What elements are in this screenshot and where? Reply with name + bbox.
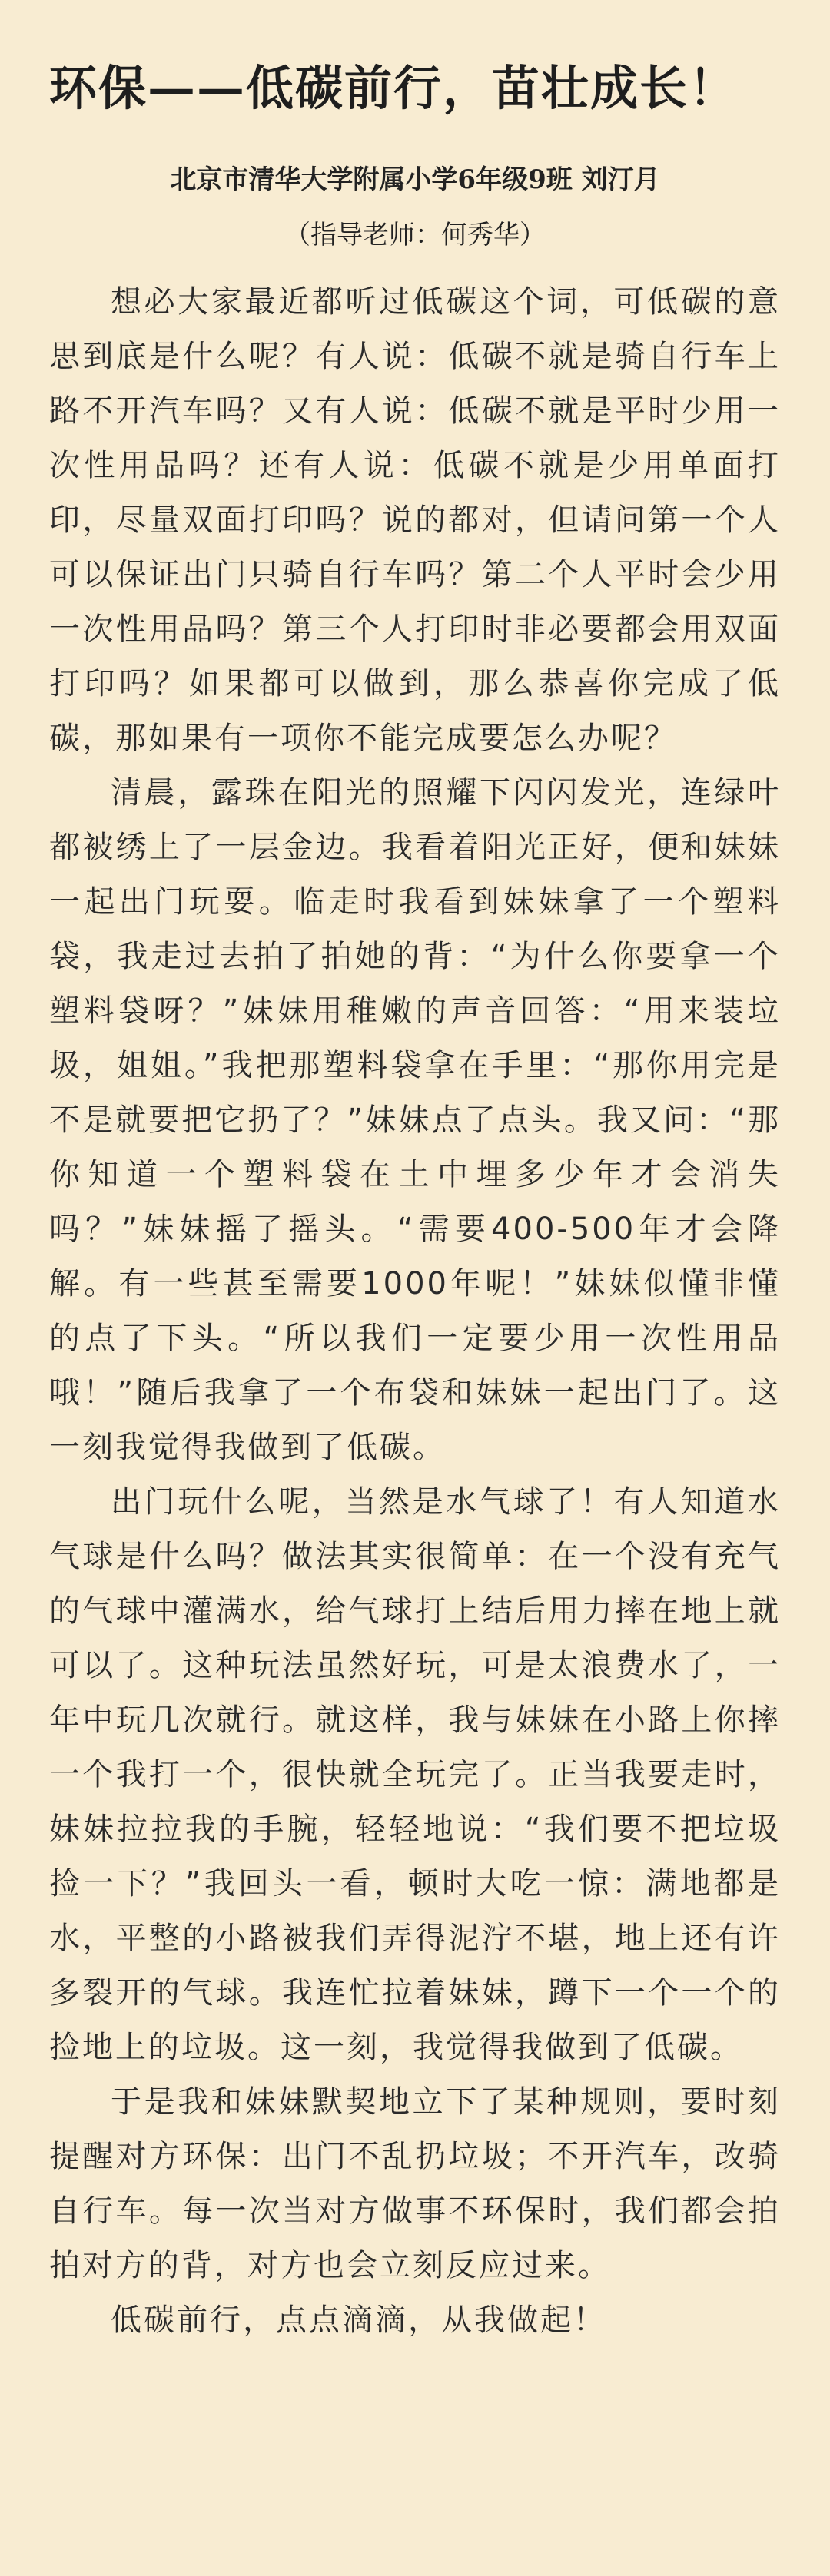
paragraph: 于是我和妹妹默契地立下了某种规则，要时刻提醒对方环保：出门不乱扔垃圾；不开汽车，改骑自行车。每一次当对方做事不环保时，我们都会拍拍对方的背，对方也会立刻反应过来。 <box>49 2084 781 2283</box>
teacher-line: （指导老师：何秀华） <box>284 220 546 250</box>
paragraph: 清晨，露珠在阳光的照耀下闪闪发光，连绿叶都被绣上了一层金边。我看着阳光正好，便和妹妹一起出门玩耍。临走时我看到妹妹拿了一个塑料袋，我走过去拍了拍她的背：“为什么你要拿一个塑料袋呀？”妹妹用稚嫩的声音回答：“用来装垃圾，姐姐。”我把那塑料袋拿在手里：“那你用完是不是就要把它扔了？”妹妹点了点头。我又问：“那你知道一个塑料袋在土中埋多少年才会消失吗？”妹妹摇了摇头。“需要400-500年才会降解。有一些甚至需要1000年呢！”妹妹似懂非懂的点了下头。“所以我们一定要少用一次性用品哦！”随后我拿了一个布袋和妹妹一起出门了。这一刻我觉得我做到了低碳。 <box>49 775 781 1465</box>
author-line: 北京市清华大学附属小学6年级9班 刘汀月 <box>170 164 660 195</box>
article-body <box>49 275 781 2348</box>
paragraph: 低碳前行，点点滴滴，从我做起！ <box>111 2302 606 2338</box>
paragraph: 想必大家最近都听过低碳这个词，可低碳的意思到底是什么呢？有人说：低碳不就是骑自行车上路不开汽车吗？又有人说：低碳不就是平时少用一次性用品吗？还有人说：低碳不就是少用单面打印，尽量双面打印吗？说的都对，但请问第一个人可以保证出门只骑自行车吗？第二个人平时会少用一次性用品吗？第三个人打印时非必要都会用双面打印吗？如果都可以做到，那么恭喜你完成了低碳，那如果有一项你不能完成要怎么办呢？ <box>49 284 781 756</box>
article-title: 环保——低碳前行，苗壮成长！ <box>49 60 739 116</box>
paragraph: 出门玩什么呢，当然是水气球了！有人知道水气球是什么吗？做法其实很简单：在一个没有充气的气球中灌满水，给气球打上结后用力摔在地上就可以了。这种玩法虽然好玩，可是太浪费水了，一年中玩几次就行。就这样，我与妹妹在小路上你摔一个我打一个，很快就全玩完了。正当我要走时，妹妹拉拉我的手腕，轻轻地说：“我们要不把垃圾捡一下？”我回头一看，顿时大吃一惊：满地都是水，平整的小路被我们弄得泥泞不堪，地上还有许多裂开的气球。我连忙拉着妹妹，蹲下一个一个的捡地上的垃圾。这一刻，我觉得我做到了低碳。 <box>49 1484 781 2065</box>
